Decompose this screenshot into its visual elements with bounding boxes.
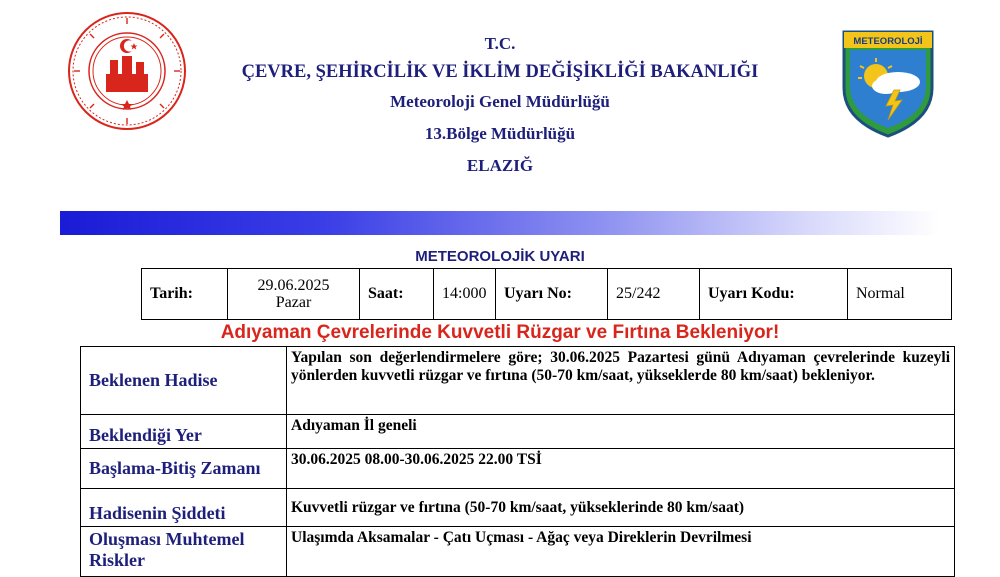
- date-value: 29.06.2025: [257, 277, 330, 294]
- date-label: Tarih:: [142, 269, 228, 320]
- detail-key: Beklendiği Yer: [81, 415, 287, 449]
- warning-code-label: Uyarı Kodu:: [700, 269, 848, 320]
- warning-no-value: 25/242: [608, 269, 700, 320]
- detail-key: Oluşması Muhtemel Riskler: [81, 527, 287, 577]
- svg-text:METEOROLOJİ: METEOROLOJİ: [853, 36, 923, 47]
- date-cell: [228, 269, 360, 320]
- warning-headline: Adıyaman Çevrelerinde Kuvvetli Rüzgar ve Fırtına Bekleniyor!: [220, 322, 780, 343]
- time-label: Saat:: [360, 269, 434, 320]
- gradient-divider-bar: [60, 211, 940, 235]
- header-city: ELAZIĞ: [466, 156, 534, 175]
- warning-code-value: Normal: [848, 269, 952, 320]
- detail-row: [81, 415, 955, 449]
- detail-key: Hadisenin Şiddeti: [81, 489, 287, 527]
- detail-row: [81, 489, 955, 527]
- detail-row: [81, 347, 955, 415]
- detail-value: Kuvvetli rüzgar ve fırtına (50-70 km/saat, yükseklerinde 80 km/saat): [287, 489, 955, 527]
- header-ministry: ÇEVRE, ŞEHİRCİLİK VE İKLİM DEĞİŞİKLİĞİ BAKANLIĞI: [241, 62, 759, 82]
- detail-key: Beklenen Hadise: [81, 347, 287, 415]
- header-tc: T.C.: [484, 34, 516, 53]
- warning-info-table: [141, 268, 952, 320]
- detail-key: Başlama-Bitiş Zamanı: [81, 449, 287, 489]
- detail-value: Adıyaman İl geneli: [287, 415, 955, 449]
- detail-row: [81, 449, 955, 489]
- details-table: [80, 346, 955, 577]
- header-directorate: Meteoroloji Genel Müdürlüğü: [390, 92, 610, 111]
- header-region: 13.Bölge Müdürlüğü: [424, 124, 576, 143]
- warning-no-label: Uyarı No:: [496, 269, 608, 320]
- detail-value: 30.06.2025 08.00-30.06.2025 22.00 TSİ: [287, 449, 955, 489]
- day-value: Pazar: [275, 294, 312, 311]
- detail-row: [81, 527, 955, 577]
- time-value: 14:000: [434, 269, 496, 320]
- detail-value: Ulaşımda Aksamalar - Çatı Uçması - Ağaç veya Direklerin Devrilmesi: [287, 527, 955, 577]
- warning-title: METEOROLOJİK UYARI: [415, 248, 585, 265]
- detail-value: Yapılan son değerlendirmelere göre; 30.06.2025 Pazartesi günü Adıyaman çevrelerinde kuzeyli yönlerden kuvvetli rüzgar ve fırtına (50-70 km/saat, yükseklerde 80 km/saat) bekleniyor.: [287, 347, 955, 415]
